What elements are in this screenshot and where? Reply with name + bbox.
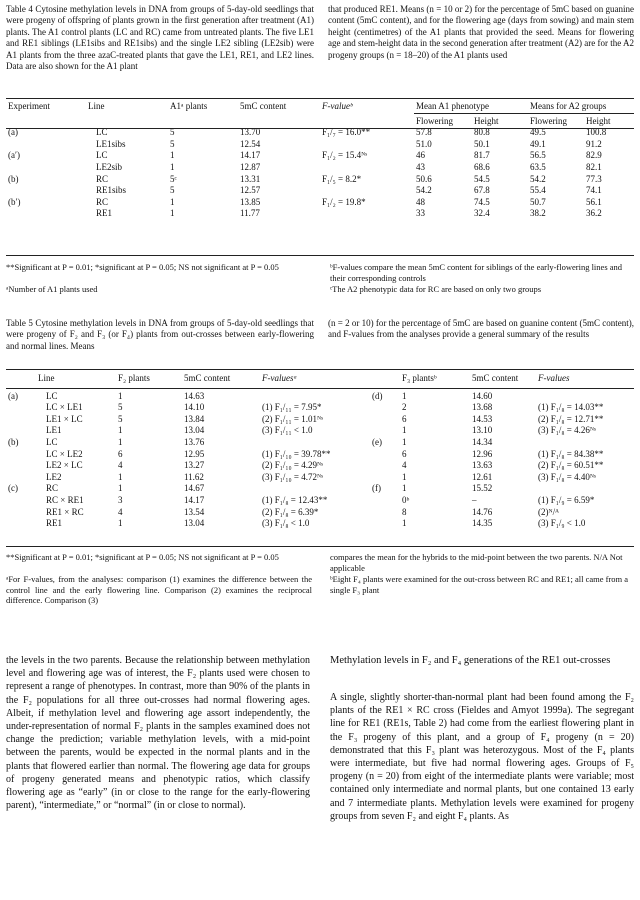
table-cell: 14.63 [184,390,205,401]
table-cell: 43 [416,161,425,172]
table-cell [370,460,400,472]
table-cell: 38.2 [530,208,546,219]
table5-header: F₂ plants [118,373,150,383]
table-cell: 13.27 [184,460,205,471]
table-cell [320,185,414,197]
table-cell: 6 [402,413,407,424]
table-cell: 5 [170,138,175,149]
table4-header: Means for A2 groups [528,101,634,113]
table-cell: 4 [118,506,123,517]
table-cell: (c) [8,483,18,494]
table-cell: 74.1 [586,185,602,196]
table-row [370,449,634,461]
table4-body [6,127,634,220]
table-cell: 49.5 [530,127,546,138]
table-cell: 14.17 [184,494,205,505]
table-row [370,483,634,495]
table-cell: 4 [118,460,123,471]
table-row [6,402,366,414]
table-row [6,162,634,174]
table-cell: (2) F₁/₈ = 60.51** [538,460,604,471]
table-cell: 81.7 [474,150,490,161]
table-cell: 12.54 [240,138,261,149]
table-cell: 1 [118,471,123,482]
table-cell: 1 [170,161,175,172]
table-cell: 1 [118,483,123,494]
table4-header-row [6,101,634,113]
table-cell: 4 [402,460,407,471]
table-cell: 15.52 [472,483,493,494]
table-cell: (1) F₁/₈ = 14.03** [538,402,604,413]
table-cell [536,483,634,495]
table-row [370,391,634,403]
table4-header: Line [88,101,105,112]
table-cell: (d) [372,390,383,401]
table-row [370,460,634,472]
table5-header: Line [38,373,55,383]
table-cell: 13.31 [240,173,261,184]
table-row [6,507,366,519]
table-cell: 6 [402,448,407,459]
table-row [6,150,634,162]
table-cell: (1) F₁/₈ = 12.43** [262,494,328,505]
table4-caption-left: Table 4 Cytosine methylation levels in DNA from groups of 5-day-old seedlings that were progeny of offspring of plants grown in the first generation after treatment (A1) plants. The A1 control plants (LC and RC) came from untreated plants. The five LE1 and RE1 siblings (LE1sibs and RE1sibs) and the single LE2 sibling (LE2sib) were A1 plants from the three azaC-treated plants that gave the LE1, RE1, and LE2 lines. Data are also shown for the A1 plant [6,4,314,72]
body-right-column: A single, slightly shorter-than-normal plant had been found among the F₂ plants of the RE1 × RC cross (Fieldes and Amyot 1999a). The segregant line for RE1 (RE1s, Table 2) had come from the earliest flowering plant in the F₃ progeny of this plant, and a group of F₄ progeny (n = 20) demonstrated that this F₃ plant was heterozygous. Most of the F₄ plants were intermediate, but five had normal flowering ages. Groups of F₅ progeny (n = 20) from eight of the intermediate plants were variable; most contained only intermediate and normal plants, but one contained 13 early and 7 intermediate plants. Methylation levels were examined for progeny groups from seven F₂ and eight F₄ plants. As [330,692,634,822]
table-cell: 14.53 [472,413,493,424]
table4-footnote: ᶜThe A2 phenotypic data for RC are based on only two groups [330,284,542,294]
table-cell: 13.68 [472,402,493,413]
table5-left-header-row [6,373,366,385]
table-cell: 1 [402,436,407,447]
table-row [6,425,366,437]
body-left-column: the levels in the two parents. Because the relationship between methylation level and flowering age was of interest, the F₂ plants used were chosen to represent a range of phenotypes. In contrast, more than 90% of the plants in the F₂ populations for all three out-crosses had normal flowering ages. Albeit, if methylation level and flowering age assort independently, the under-representation of normal F₂ plants in the samples examined does not change the prediction; variable methylation levels, with a mid-point between the parents, would be expected in the normal plants and in the plants that flowered earlier than normal. The flowering age data for groups of progeny generated means and phenotypic ratios, which classify flowering age as “early” (in or close to the range for the early-flowering parent), “intermediate,” or “normal” (in or close to normal). [6,655,310,812]
table4-header-rule [6,128,634,129]
table4-bottom-rule [6,255,634,256]
table-cell: 12.61 [472,471,493,482]
table-cell [370,414,400,426]
table-cell: LC [96,127,108,138]
table-cell: LC × LE1 [46,402,83,413]
table-cell [370,507,400,519]
table-cell [6,162,86,174]
table-cell: (f) [372,483,381,494]
table-cell: (3) F₁/₈ = 4.40ᴺˢ [538,471,596,482]
table-cell: LC [46,390,58,401]
table4 [6,101,634,220]
table-cell [320,208,414,220]
table-cell: (2) F₁/₈ = 12.71** [538,413,604,424]
table-row [6,449,366,461]
table-row [370,495,634,507]
table-cell: 0ᵇ [402,494,410,505]
table-cell: RE1 [46,518,63,529]
table5-header: F-values [538,373,570,383]
table-cell: 5 [118,413,123,424]
table4-subheader-row [6,113,634,127]
table-cell: 63.5 [530,161,546,172]
table-cell: RE1 [96,208,113,219]
table-cell: (3) F₁/₁₁ < 1.0 [262,425,313,436]
table-cell: (2) F₁/₁₁ = 1.01ᴺˢ [262,413,324,424]
table-row [370,425,634,437]
table-cell: 82.9 [586,150,602,161]
table-cell [6,495,36,507]
table-cell: F₁/₂ = 19.8* [322,196,366,207]
table-cell [370,402,400,414]
table5-caption-left: Table 5 Cytosine methylation levels in DNA from groups of 5-day-old seedlings that were progeny of F₂ and F₃ (or F₄) plants from out-crosses between early-flowering and normal lines. Means [6,318,314,351]
table-cell: 51.0 [416,138,432,149]
table-row [370,507,634,519]
table-row [6,414,366,426]
table5-footnote: compares the mean for the hybrids to the mid-point between the two parents. N/A Not applicable [330,552,623,573]
table-cell: 54.2 [530,173,546,184]
table4-footnote: ᵃNumber of A1 plants used [6,284,98,294]
table-cell: 12.57 [240,185,261,196]
table-row [6,208,634,220]
table-cell: 13.04 [184,518,205,529]
table-cell: 36.2 [586,208,602,219]
table-cell: 80.8 [474,127,490,138]
table-cell [370,495,400,507]
table-cell: 12.96 [472,448,493,459]
table-cell [6,208,86,220]
table-cell: LE2 × LC [46,460,83,471]
table-cell [536,391,634,403]
table-cell [6,460,36,472]
table-cell: 50.6 [416,173,432,184]
table-cell: F₁/₅ = 8.2* [322,173,362,184]
table-cell [536,437,634,449]
table-cell: (1) F₁/₉ = 6.59* [538,494,595,505]
table5-header: 5mC content [184,373,231,383]
table-row [6,197,634,209]
table-cell: LC [96,150,108,161]
table-cell: 33 [416,208,425,219]
table-cell: F₁/₇ = 16.0** [322,127,371,138]
table4-header: A1ᵃ plants [170,101,208,112]
table-cell: 54.2 [416,185,432,196]
table-cell: 12.87 [240,161,261,172]
table-cell: – [472,494,477,505]
table-cell [320,162,414,174]
table-cell: 14.17 [240,150,261,161]
table-cell: 50.7 [530,196,546,207]
table-cell: (2)ᴺ/ᴬ [538,506,559,517]
table-cell: 8 [402,506,407,517]
table-cell: RC [46,483,59,494]
table-cell: 5 [170,185,175,196]
table-cell [6,425,36,437]
table-cell [6,139,86,151]
table-cell [370,518,400,530]
table-cell: 1 [402,425,407,436]
table-cell: 1 [170,208,175,219]
table-cell: 77.3 [586,173,602,184]
table5-left [6,373,366,530]
table-cell: (2) F₁/₈ = 6.39* [262,506,319,517]
table-cell: 1 [402,471,407,482]
table5-caption-right: (n = 2 or 10) for the percentage of 5mC are based on guanine content (5mC content), and F-values from the analyses provide a general summary of the results [328,318,634,340]
table-cell: (1) F₁/₁₀ = 39.78** [262,448,331,459]
table-row [370,518,634,530]
table-cell [370,472,400,484]
table-cell: (e) [372,436,382,447]
table5-footnote: ᵃFor F-values, from the analyses: comparison (1) examines the difference between the control line and the early flowering line. Comparison (2) examines the reciprocal difference. Comparison (3) [6,574,312,605]
table-cell: (3) F₁/₈ < 1.0 [262,518,310,529]
table-cell [6,402,36,414]
table-cell: 1 [118,436,123,447]
table-cell [370,449,400,461]
table4-caption-right: that produced RE1. Means (n = 10 or 2) for the percentage of 5mC based on guanine content (5mC content), and for the flowering age (days from sowing) and main stem height (centimetres) of the A1 plants that provided the seed. Means for flowering age and stem-height data in the second generation after treatment (A2) are for the A2 progeny groups (n = 18–20) of the A1 plants used [328,4,634,60]
table-row [6,495,366,507]
table-cell: 11.62 [184,471,204,482]
table-cell: (a′) [8,150,20,161]
table5-right-body [370,391,634,530]
table-cell: 13.63 [472,460,493,471]
table-cell: 6 [118,448,123,459]
table-cell: 67.8 [474,185,490,196]
table-cell: 1 [402,390,407,401]
table-cell: 13.04 [184,425,205,436]
table-cell [260,437,366,449]
table-cell: 2 [402,402,407,413]
table-row [6,472,366,484]
table-cell: 13.85 [240,196,261,207]
table-cell: 14.76 [472,506,493,517]
table-row [6,174,634,186]
table-cell: 100.8 [586,127,607,138]
table-cell: (1) F₁/₈ = 84.38** [538,448,604,459]
table-row [6,518,366,530]
table-cell: 12.95 [184,448,205,459]
table-cell: 3 [118,494,123,505]
table-cell: 48 [416,196,425,207]
table-cell: LC [46,436,58,447]
table-cell: 13.70 [240,127,261,138]
table-row [370,472,634,484]
table-cell: (3) F₁/₉ < 1.0 [538,518,586,529]
table-cell: 57.8 [416,127,432,138]
table-cell: 1 [118,425,123,436]
table5-right-header-row [370,373,634,385]
table-cell: (b) [8,173,19,184]
table4-footnote: **Significant at P = 0.01; *significant at P = 0.05; NS not significant at P = 0.05 [6,262,279,272]
table-cell: 14.60 [472,390,493,401]
table5-header-rule [6,388,634,389]
table-cell: 56.5 [530,150,546,161]
table5-bottom-rule [6,546,634,547]
table4-subheader: Flowering [530,115,567,126]
table-cell: 55.4 [530,185,546,196]
table-cell [320,139,414,151]
table-cell [6,507,36,519]
table-cell: 32.4 [474,208,490,219]
table-cell: (2) F₁/₁₀ = 4.29ᴺˢ [262,460,324,471]
table-cell: 1 [118,390,123,401]
table-cell: LE1 × LC [46,413,83,424]
table-cell: 13.84 [184,413,205,424]
table-cell: RC [96,173,109,184]
table-row [370,437,634,449]
table-cell: 13.76 [184,436,205,447]
table-cell: LE1 [46,425,62,436]
table-cell: (a) [8,127,18,138]
table5-header: F-valuesᵃ [262,373,298,383]
table5-right [370,373,634,530]
table-cell: LE2 [46,471,62,482]
table-cell: 74.5 [474,196,490,207]
table-row [6,460,366,472]
table4-top-rule [6,98,634,99]
table-cell: 46 [416,150,425,161]
table-cell: 13.54 [184,506,205,517]
table-cell: 13.10 [472,425,493,436]
table4-footnote: ᵇF-values compare the mean 5mC content for siblings of the early-flowering lines and their corresponding controls [330,262,623,283]
table-cell: (1) F₁/₁₁ = 7.95* [262,402,322,413]
table-cell: (b′) [8,196,21,207]
table-cell: 1 [170,150,175,161]
table-cell: 14.35 [472,518,493,529]
table-cell [260,483,366,495]
table-row [6,185,634,197]
table-cell: 50.1 [474,138,490,149]
table-cell: (a) [8,390,18,401]
table-row [370,402,634,414]
table-cell: LE1sibs [96,138,126,149]
table4-subheader: Height [474,115,499,126]
table-cell [6,472,36,484]
table5-footnote: ᵇEight F₄ plants were examined for the out-cross between RC and RE1; all came from a single F₃ plant [330,574,629,595]
table-cell: RC [96,196,109,207]
table-cell: 1 [170,196,175,207]
table-row [6,139,634,151]
table-cell: (3) F₁/₈ = 4.26ᴺˢ [538,425,596,436]
table5-header: F₃ plantsᵇ [402,373,437,383]
table-cell: 91.2 [586,138,602,149]
table-cell: LC × LE2 [46,448,83,459]
table-cell: 5 [118,402,123,413]
table-cell [6,185,86,197]
table-cell: RE1sibs [96,185,127,196]
table-cell: F₁/₂ = 15.4ᴺˢ [322,150,368,161]
table-cell: 54.5 [474,173,490,184]
table5-left-body [6,391,366,530]
table4-subheader: Flowering [416,115,453,126]
table4-header: 5mC content [240,101,287,112]
table-cell [6,518,36,530]
table-cell: 11.77 [240,208,260,219]
table-row [370,414,634,426]
table-cell: LE2sib [96,161,122,172]
table4-header: Experiment [8,101,50,112]
table-cell: 1 [402,518,407,529]
table5-header: 5mC content [472,373,519,383]
table-row [6,483,366,495]
table-cell: 5 [170,127,175,138]
table-cell: 5ᶜ [170,173,177,184]
table-cell: 1 [118,518,123,529]
table4-subheader: Height [586,115,611,126]
table4-header: F-valueᵇ [322,101,353,112]
table4-header: Mean A1 phenotype [414,101,528,113]
table-cell: 14.10 [184,402,205,413]
table-row [6,437,366,449]
table-row [6,391,366,403]
table-cell: RE1 × RC [46,506,84,517]
table-cell: (b) [8,436,19,447]
table-cell [6,414,36,426]
table5-top-rule [6,369,634,370]
table-cell: 49.1 [530,138,546,149]
table-cell [260,391,366,403]
table-cell: 68.6 [474,161,490,172]
table-cell: RC × RE1 [46,494,84,505]
table5-footnote: **Significant at P = 0.01; *significant at P = 0.05; NS not significant at P = 0.05 [6,552,279,562]
table-cell: 14.67 [184,483,205,494]
table-cell: (3) F₁/₁₀ = 4.72ᴺˢ [262,471,324,482]
table-cell: 14.34 [472,436,493,447]
table-cell: 82.1 [586,161,602,172]
table-cell: 56.1 [586,196,602,207]
section-heading: Methylation levels in F₂ and F₄ generations of the RE1 out-crosses [330,655,611,666]
table-cell [6,449,36,461]
table-cell: 1 [402,483,407,494]
table-cell [370,425,400,437]
